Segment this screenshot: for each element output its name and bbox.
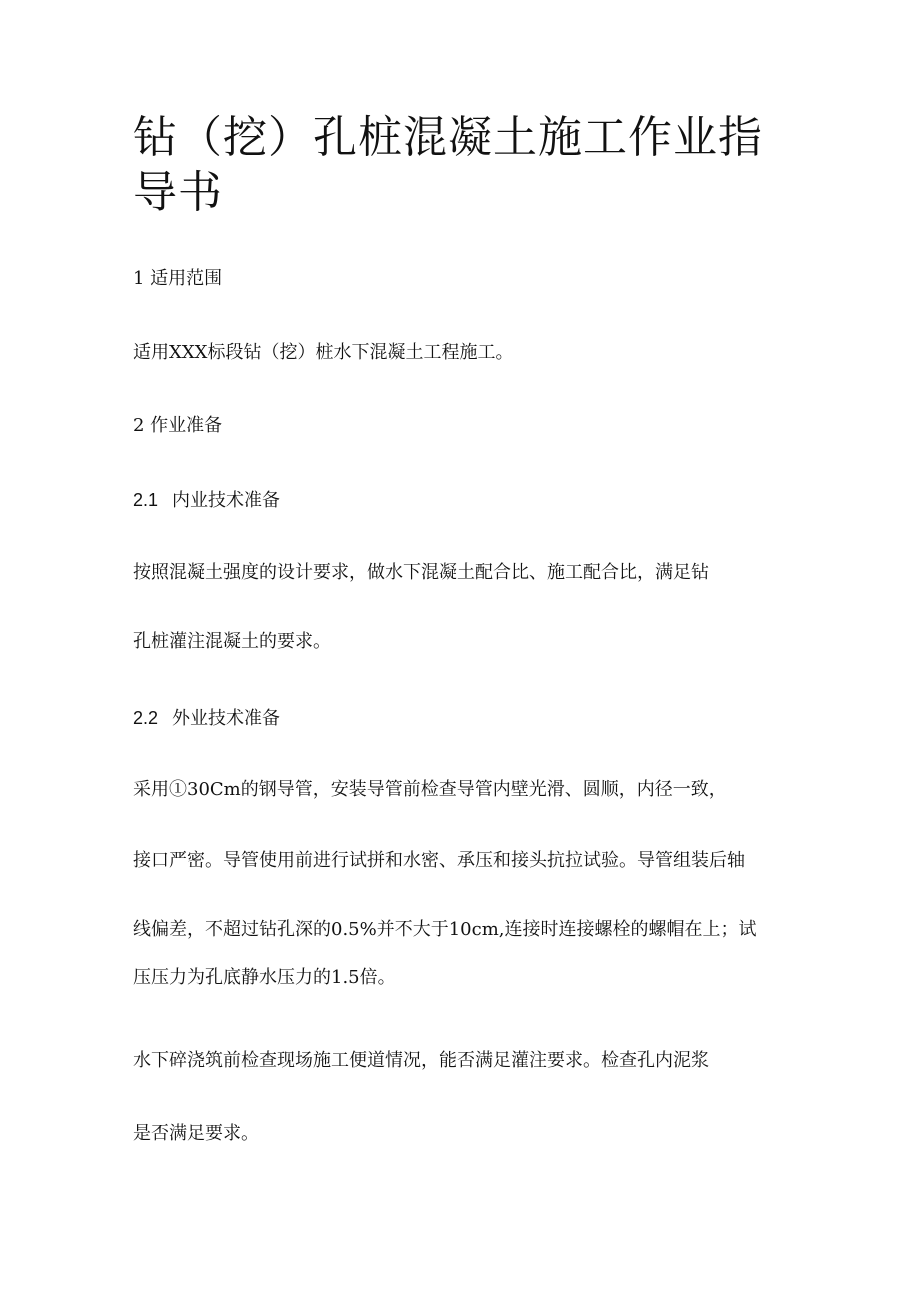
document-title: 钻（挖）孔桩混凝土施工作业指导书 [133, 112, 763, 218]
section-2-heading: 2 作业准备 [133, 415, 223, 436]
section-2-2-heading [133, 706, 280, 731]
section-2-2-line: 线偏差，不超过钻孔深的0.5%并不大于10cm,连接时连接螺栓的螺帽在上；试 [133, 919, 757, 940]
section-2-2-line: 压压力为孔底静水压力的1.5倍。 [133, 967, 396, 988]
section-2-1-title: 内业技术准备 [172, 490, 281, 511]
section-2-1-heading [133, 488, 280, 513]
section-2-2-line: 采用①30Cm的钢导管，安装导管前检查导管内壁光滑、圆顺，内径一致， [133, 779, 727, 800]
section-2-1-line: 孔桩灌注混凝土的要求。 [133, 631, 331, 652]
section-1-text: 适用XXX标段钻（挖）桩水下混凝土工程施工。 [133, 342, 514, 363]
section-2-2-number: 2.2 [133, 708, 159, 728]
section-2-2-title: 外业技术准备 [172, 708, 281, 729]
section-2-1-number: 2.1 [133, 490, 159, 510]
section-2-2-line: 水下碎浇筑前检查现场施工便道情况，能否满足灌注要求。检查孔内泥浆 [133, 1050, 709, 1071]
section-2-2-line: 接口严密。导管使用前进行试拼和水密、承压和接头抗拉试验。导管组装后轴 [133, 850, 745, 871]
section-1-heading: 1 适用范围 [133, 268, 223, 289]
section-2-1-line: 按照混凝土强度的设计要求，做水下混凝土配合比、施工配合比，满足钻 [133, 562, 709, 583]
section-2-2-line: 是否满足要求。 [133, 1123, 259, 1144]
